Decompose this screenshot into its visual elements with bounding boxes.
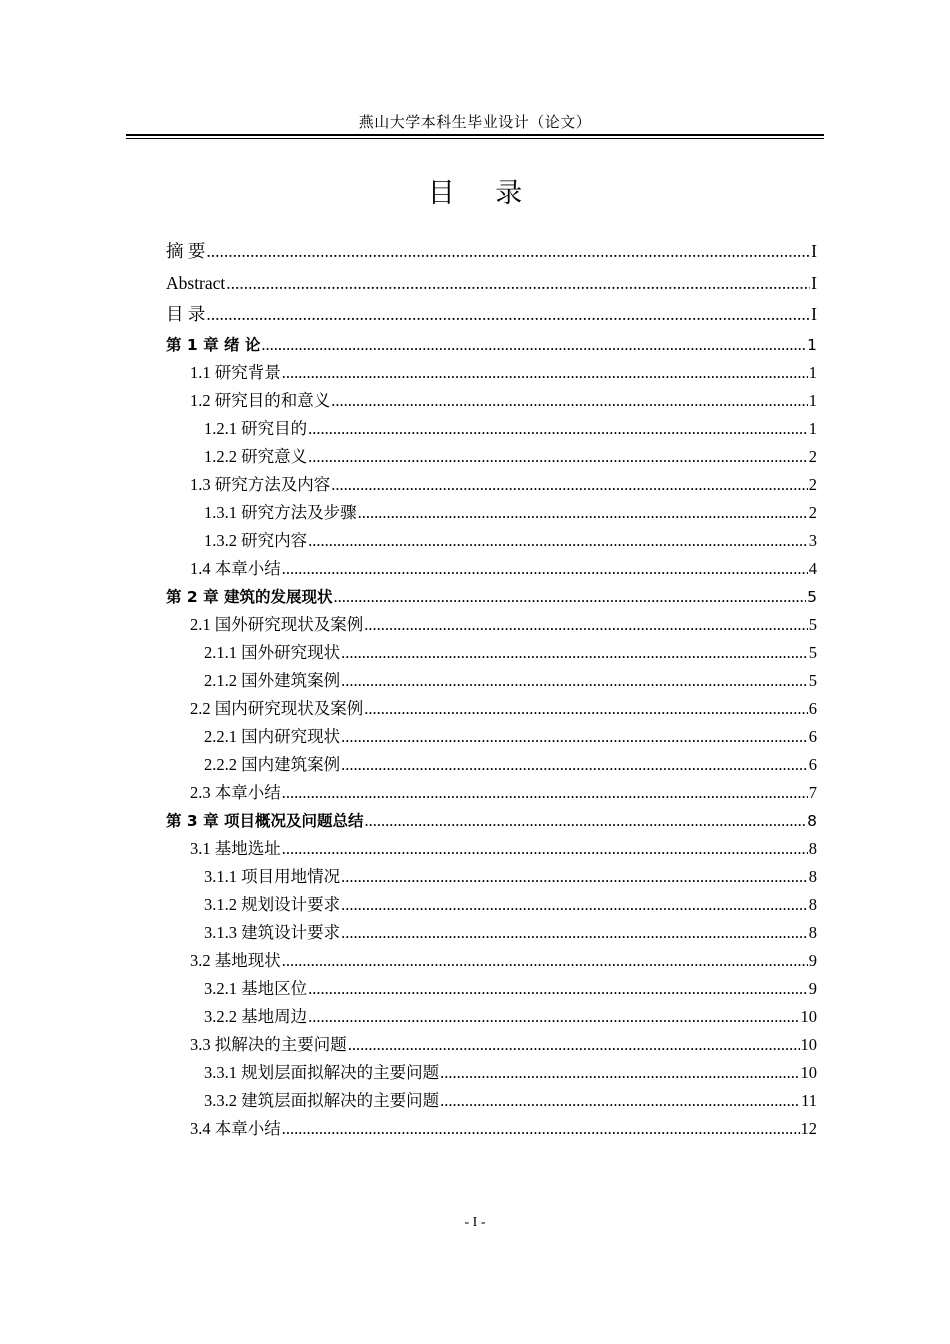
toc-entry-page: 9 [808,950,817,970]
toc-title: 目 录 [427,178,539,209]
toc-dot-leader [331,387,808,415]
header-rule [126,134,824,136]
toc-entry-label: 2.2.1 国内研究现状 [204,726,341,746]
toc-entry[interactable] [166,863,817,891]
toc-entry-label: 摘 要 [166,241,206,261]
toc-entry[interactable] [166,891,817,919]
toc-dot-leader [282,779,808,807]
toc-entry-page: 6 [808,726,817,746]
running-header: 燕山大学本科生毕业设计（论文） [358,115,592,131]
toc-dot-leader [308,527,808,555]
toc-entry-page: I [811,241,817,261]
toc-dot-leader [341,891,808,919]
toc-entry-page: 2 [808,474,817,494]
toc-entry-page: 1 [807,335,817,354]
toc-entry[interactable] [166,751,817,779]
toc-entry[interactable] [166,527,817,555]
toc-entry-page: 10 [800,1034,817,1054]
toc-dot-leader [331,471,808,499]
toc-entry-page: 8 [808,838,817,858]
toc-entry[interactable] [166,583,817,611]
toc-entry[interactable] [166,1003,817,1031]
toc-entry-label: 3.1.2 规划设计要求 [204,894,341,914]
toc-entry[interactable] [166,919,817,947]
toc-dot-leader [333,583,806,611]
toc-entry-label: 3.3.2 建筑层面拟解决的主要问题 [204,1090,440,1110]
toc-dot-leader [261,331,806,359]
toc-entry-label: 2.2 国内研究现状及案例 [190,698,364,718]
toc-entry-label: 3.1 基地选址 [190,838,281,858]
toc-entry-page: 11 [801,1090,817,1110]
toc-entry-page: 5 [808,642,817,662]
toc-entry-page: 10 [800,1062,817,1082]
toc-entry-label: 第 2 章 建筑的发展现状 [166,587,333,606]
toc-entry[interactable] [166,387,817,415]
toc-entry[interactable] [166,1087,817,1115]
toc-dot-leader [341,639,808,667]
toc-dot-leader [308,443,808,471]
page-number: - I - [464,1215,486,1230]
toc-entry-page: 1 [808,390,817,410]
toc-entry-label: 2.2.2 国内建筑案例 [204,754,341,774]
toc-entry[interactable] [166,499,817,527]
toc-entry-page: 1 [808,362,817,382]
toc-entry-page: 4 [808,558,817,578]
toc-dot-leader [341,723,808,751]
header-rule-thin [126,138,824,139]
toc-dot-leader [358,499,808,527]
toc-entry[interactable] [166,443,817,471]
toc-entry-label: 1.3.1 研究方法及步骤 [204,502,357,522]
toc-entry-page: 8 [808,866,817,886]
toc-entry[interactable] [166,639,817,667]
toc-entry-label: Abstract [166,272,226,293]
toc-entry-page: 6 [808,754,817,774]
toc-dot-leader [440,1059,799,1087]
toc-entry-label: 1.3 研究方法及内容 [190,474,331,494]
toc-entry[interactable] [166,331,817,359]
toc-dot-leader [282,1115,800,1143]
table-of-contents [166,236,817,1143]
toc-entry-label: 2.1.1 国外研究现状 [204,642,341,662]
toc-entry-page: 8 [807,811,817,830]
toc-entry-label: 1.4 本章小结 [190,558,281,578]
toc-entry-page: 2 [808,502,817,522]
toc-dot-leader [364,807,806,835]
toc-dot-leader [341,667,808,695]
toc-entry[interactable] [166,471,817,499]
toc-entry-label: 1.2.2 研究意义 [204,446,308,466]
toc-dot-leader [341,863,808,891]
toc-entry-label: 3.4 本章小结 [190,1118,281,1138]
toc-entry-page: I [811,272,817,293]
toc-entry[interactable] [166,611,817,639]
toc-entry-label: 3.3.1 规划层面拟解决的主要问题 [204,1062,440,1082]
toc-entry[interactable] [166,807,817,835]
toc-entry-label: 3.2.2 基地周边 [204,1006,308,1026]
toc-entry[interactable] [166,236,817,268]
toc-entry-label: 3.2 基地现状 [190,950,281,970]
toc-entry-label: 1.1 研究背景 [190,362,281,382]
toc-entry-page: 1 [808,418,817,438]
toc-entry[interactable] [166,947,817,975]
toc-entry-page: 5 [807,587,817,606]
toc-entry[interactable] [166,1031,817,1059]
toc-dot-leader [348,1031,800,1059]
toc-entry-label: 3.3 拟解决的主要问题 [190,1034,347,1054]
toc-entry-page: I [811,304,817,324]
toc-entry-label: 2.3 本章小结 [190,782,281,802]
toc-entry-page: 8 [808,894,817,914]
toc-entry[interactable] [166,835,817,863]
toc-dot-leader [308,975,808,1003]
toc-entry-label: 2.1.2 国外建筑案例 [204,670,341,690]
toc-dot-leader [226,268,810,300]
toc-entry-page: 10 [800,1006,817,1026]
toc-entry-label: 1.2.1 研究目的 [204,418,308,438]
toc-entry-page: 6 [808,698,817,718]
toc-entry-label: 第 1 章 绪 论 [166,335,261,354]
toc-entry-label: 2.1 国外研究现状及案例 [190,614,364,634]
toc-entry-label: 1.3.2 研究内容 [204,530,308,550]
toc-entry[interactable] [166,779,817,807]
toc-dot-leader [364,695,808,723]
toc-dot-leader [341,751,808,779]
toc-dot-leader [308,415,808,443]
toc-dot-leader [364,611,808,639]
toc-entry-page: 5 [808,614,817,634]
toc-dot-leader [282,835,808,863]
toc-entry[interactable] [166,555,817,583]
toc-entry-page: 12 [800,1118,817,1138]
toc-entry-page: 9 [808,978,817,998]
toc-entry[interactable] [166,268,817,300]
toc-dot-leader [308,1003,799,1031]
toc-dot-leader [440,1087,800,1115]
toc-entry-label: 3.2.1 基地区位 [204,978,308,998]
toc-entry-label: 目 录 [166,304,206,324]
toc-entry-page: 3 [808,530,817,550]
toc-entry-page: 8 [808,922,817,942]
toc-entry-label: 第 3 章 项目概况及问题总结 [166,811,364,830]
toc-entry[interactable] [166,695,817,723]
toc-entry-label: 3.1.1 项目用地情况 [204,866,341,886]
toc-dot-leader [282,555,808,583]
toc-entry-page: 2 [808,446,817,466]
toc-entry-label: 3.1.3 建筑设计要求 [204,922,341,942]
toc-entry[interactable] [166,359,817,387]
toc-dot-leader [282,947,808,975]
toc-entry[interactable] [166,723,817,751]
toc-entry-label: 1.2 研究目的和意义 [190,390,331,410]
toc-entry[interactable] [166,415,817,443]
toc-entry-page: 7 [808,782,817,802]
toc-entry[interactable] [166,299,817,331]
toc-dot-leader [206,236,810,268]
toc-dot-leader [282,359,808,387]
toc-entry-page: 5 [808,670,817,690]
toc-entry[interactable] [166,975,817,1003]
toc-entry[interactable] [166,1115,817,1143]
toc-dot-leader [341,919,808,947]
toc-entry[interactable] [166,1059,817,1087]
toc-dot-leader [206,299,810,331]
toc-entry[interactable] [166,667,817,695]
